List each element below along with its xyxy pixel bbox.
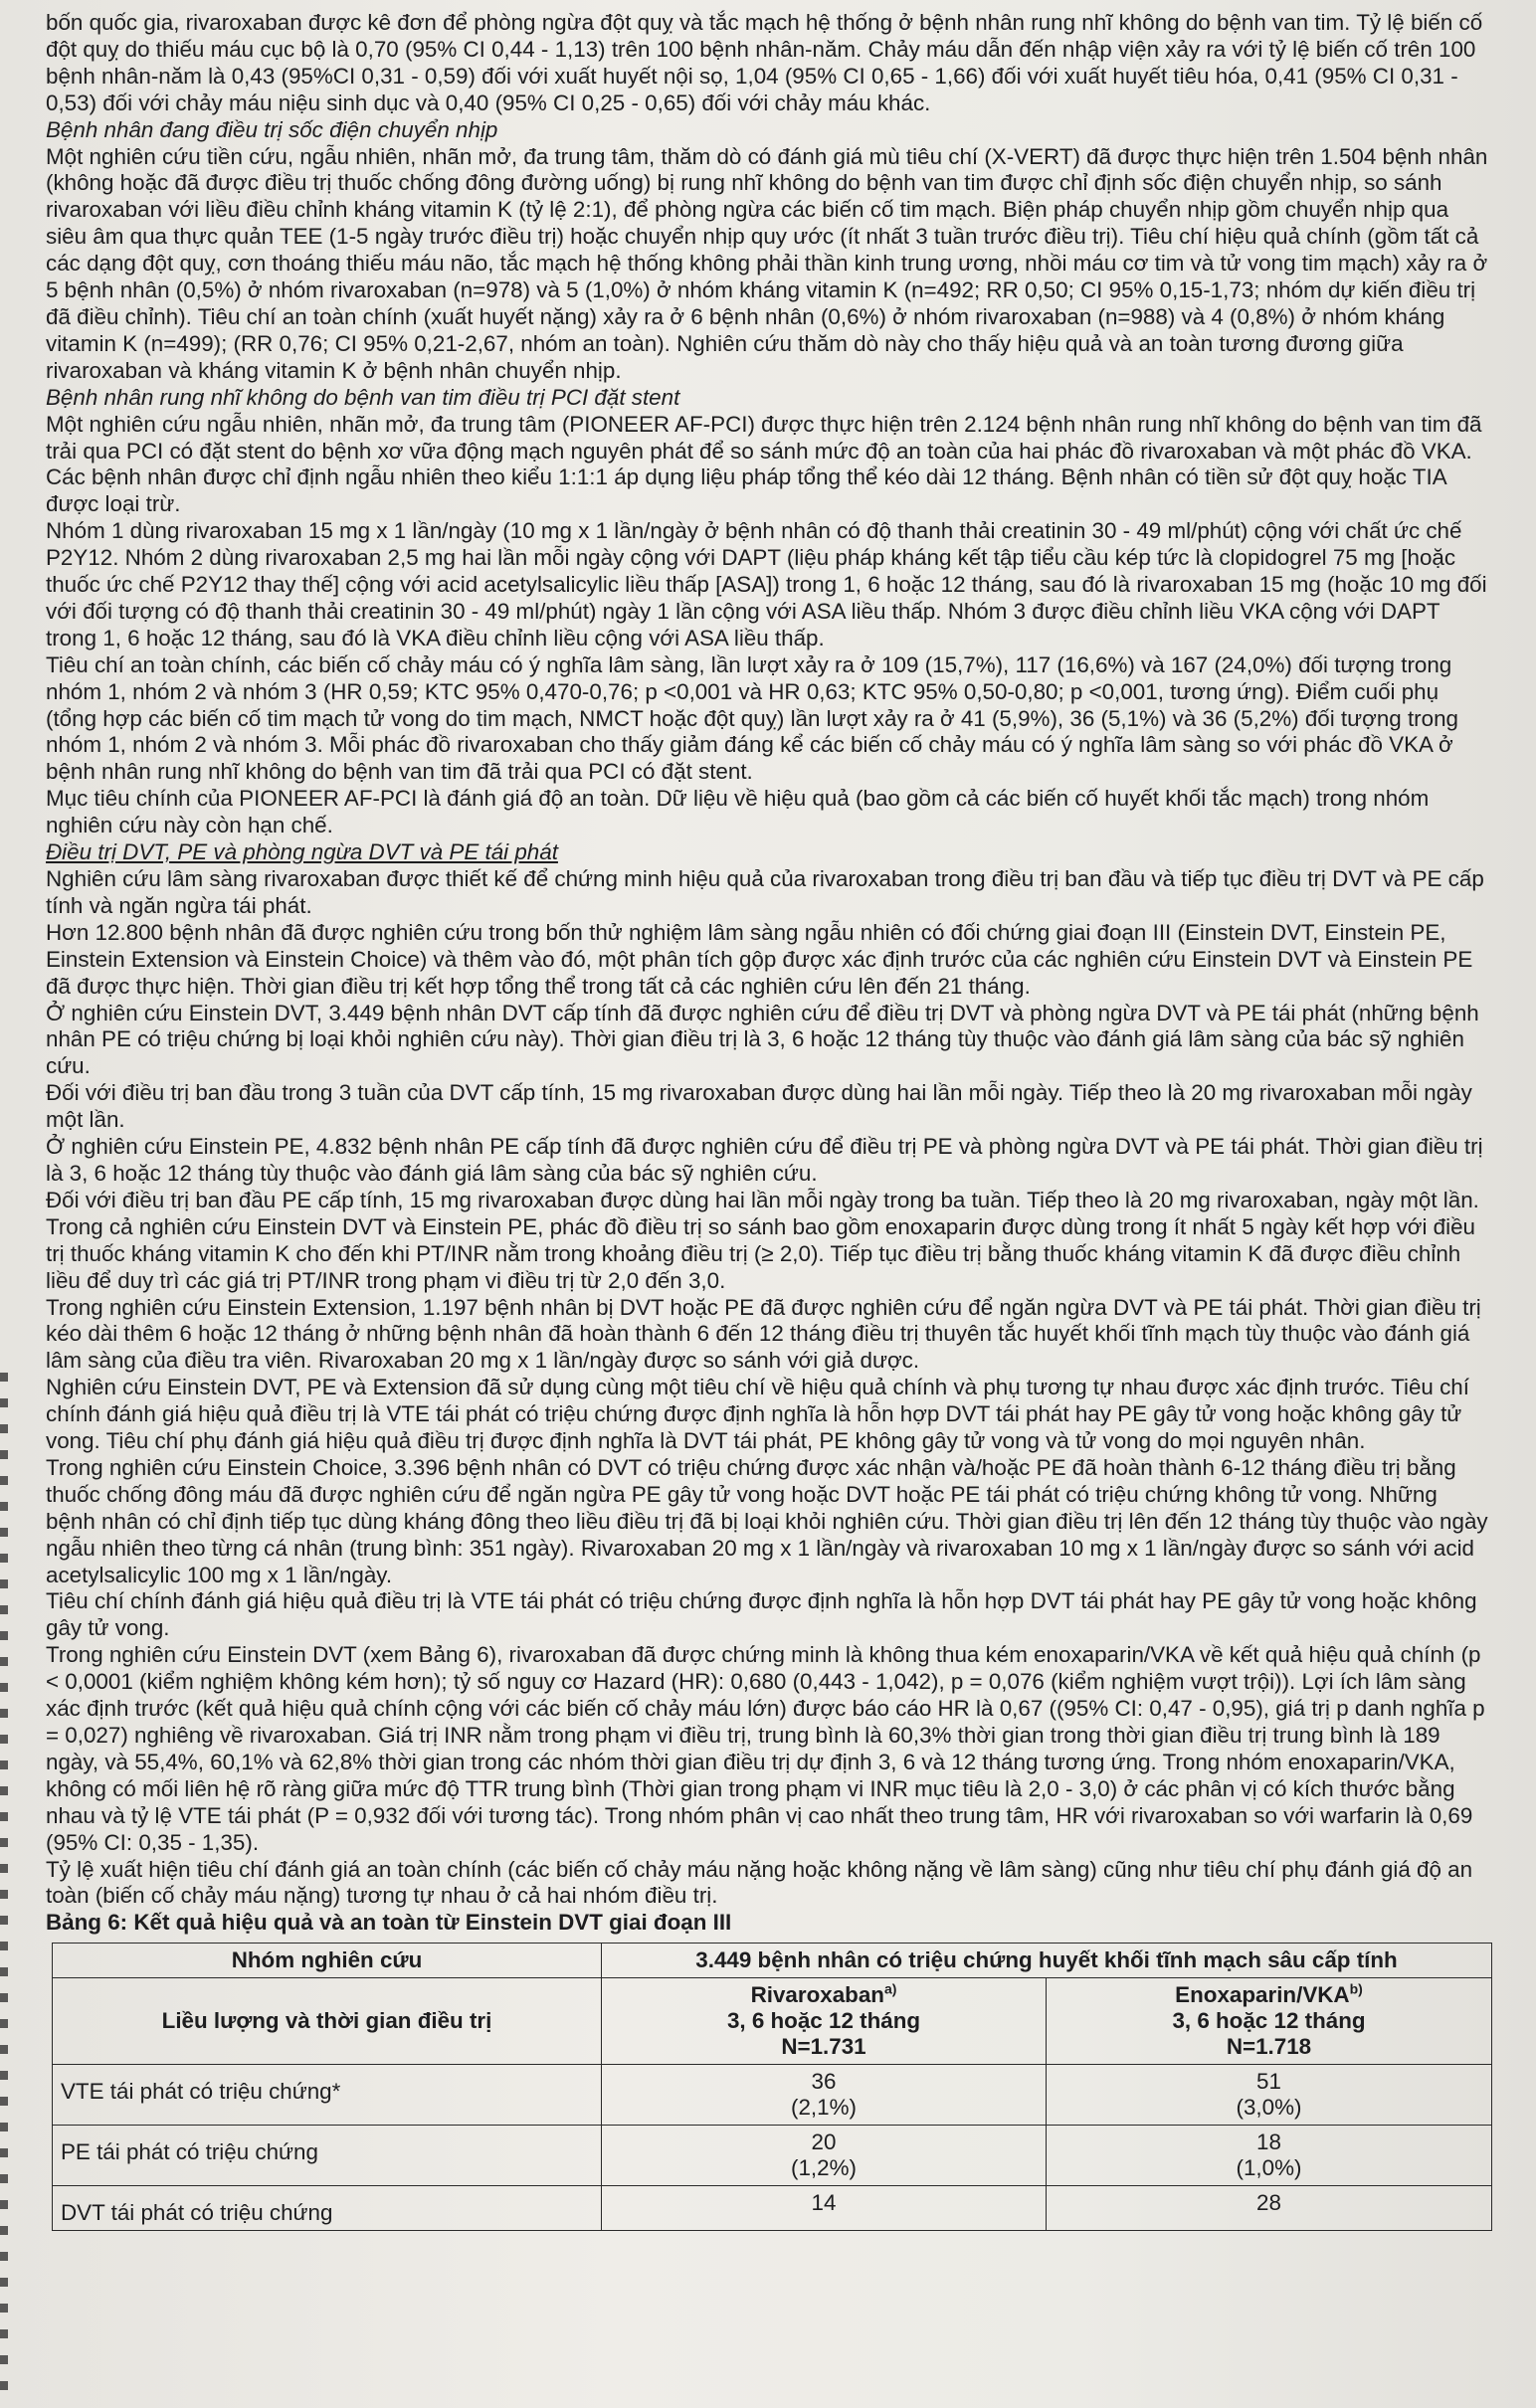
rivaroxaban-value: 36 (2,1%) [602, 2065, 1047, 2126]
section-heading: Bệnh nhân đang điều trị sốc điện chuyển nhịp [46, 116, 498, 142]
dose-header-cell: Liều lượng và thời gian điều trị [53, 1978, 602, 2065]
group-header-cell: Nhóm nghiên cứu [53, 1944, 602, 1978]
body-paragraph: Ở nghiên cứu Einstein DVT, 3.449 bệnh nhân DVT cấp tính đã được nghiên cứu để điều trị DVT và phòng ngừa DVT và PE tái phát (những bệnh nhân PE có triệu chứng bị loại khỏi nghiên cứu này). Thời gian điều trị là 3, 6 hoặc 12 tháng tùy thuộc vào đánh giá lâm sàng của bác sỹ nghiên cứu. [46, 1000, 1479, 1079]
table-title: Bảng 6: Kết quả hiệu quả và an toàn từ Einstein DVT giai đoạn III [46, 1910, 732, 1936]
table-row [53, 2065, 1492, 2126]
enoxaparin-footnote-mark: b) [1349, 1980, 1363, 1997]
row-label: DVT tái phát có triệu chứng [53, 2186, 602, 2231]
body-paragraph: Ở nghiên cứu Einstein PE, 4.832 bệnh nhân PE cấp tính đã được nghiên cứu để điều trị PE và phòng ngừa DVT và PE tái phát. Thời gian điều trị là 3, 6 hoặc 12 tháng tùy thuộc vào đánh giá lâm sàng của bác sỹ nghiên cứu. [46, 1134, 1483, 1186]
section-heading: Điều trị DVT, PE và phòng ngừa DVT và PE tái phát [46, 839, 558, 865]
body-paragraph: Tỷ lệ xuất hiện tiêu chí đánh giá an toàn chính (các biến cố chảy máu nặng hoặc không nặng về lâm sàng) cũng như tiêu chí phụ đánh giá độ an toàn (biến cố chảy máu nặng) tương tự nhau ở cả hai nhóm điều trị. [46, 1856, 1473, 1909]
enoxaparin-name: Enoxaparin/VKA [1175, 1982, 1350, 2007]
body-paragraph: Một nghiên cứu ngẫu nhiên, nhãn mở, đa trung tâm (PIONEER AF-PCI) được thực hiện trên 2.124 bệnh nhân rung nhĩ không do bệnh van tim đã trải qua PCI có đặt stent do bệnh xơ vữa động mạch nguyên phát để so sánh mức độ an toàn của hai phác đồ rivaroxaban và một phác đồ VKA. Các bệnh nhân được chỉ định ngẫu nhiên theo kiểu 1:1:1 áp dụng liệu pháp tổng thể kéo dài 12 tháng. Bệnh nhân có tiền sử đột quỵ hoặc TIA được loại trừ. [46, 411, 1482, 517]
enoxaparin-duration: 3, 6 hoặc 12 tháng [1172, 2008, 1366, 2033]
body-paragraph: Nghiên cứu Einstein DVT, PE và Extension đã sử dụng cùng một tiêu chí về hiệu quả chính và phụ tương tự nhau được xác định trước. Tiêu chí chính đánh giá hiệu quả điều trị là VTE tái phát có triệu chứng được định nghĩa là hỗn hợp DVT tái phát hay PE gây tử vong hoặc không gây tử vong. Tiêu chí phụ đánh giá hiệu quả điều trị được định nghĩa là DVT tái phát, PE không gây tử vong và tử vong do mọi nguyên nhân. [46, 1375, 1469, 1454]
table-header-row-1 [53, 1944, 1492, 1978]
table-row [53, 2126, 1492, 2186]
rivaroxaban-header-cell [602, 1978, 1047, 2065]
rivaroxaban-n: N=1.731 [781, 2034, 866, 2059]
results-table [52, 1943, 1492, 2231]
body-paragraph: Trong cả nghiên cứu Einstein DVT và Einstein PE, phác đồ điều trị so sánh bao gồm enoxaparin được dùng trong ít nhất 5 ngày kết hợp với điều trị thuốc kháng vitamin K cho đến khi PT/INR nằm trong khoảng điều trị (≥ 2,0). Tiếp tục điều trị bằng thuốc kháng vitamin K đã được điều chỉnh liều để duy trì các giá trị PT/INR trong phạm vi điều trị từ 2,0 đến 3,0. [46, 1213, 1475, 1293]
rivaroxaban-value: 20 (1,2%) [602, 2126, 1047, 2186]
table-header-row-2 [53, 1978, 1492, 2065]
body-paragraph: Tiêu chí chính đánh giá hiệu quả điều trị là VTE tái phát có triệu chứng được định nghĩa là hỗn hợp DVT tái phát hay PE gây tử vong hoặc không gây tử vong. [46, 1588, 1477, 1641]
body-paragraph: Một nghiên cứu tiền cứu, ngẫu nhiên, nhãn mở, đa trung tâm, thăm dò có đánh giá mù tiêu chí (X-VERT) đã được thực hiện trên 1.504 bệnh nhân (không hoặc đã được điều trị thuốc chống đông đường uống) bị rung nhĩ không do bệnh van tim được chỉ định sốc điện chuyển nhịp, so sánh rivaroxaban với liều điều chỉnh kháng vitamin K (tỷ lệ 2:1), để phòng ngừa các biến cố tim mạch. Biện pháp chuyển nhịp gồm chuyển nhịp qua siêu âm qua thực quản TEE (1-5 ngày trước điều trị) hoặc chuyển nhịp quy ước (ít nhất 3 tuần trước điều trị). Tiêu chí hiệu quả chính (gồm tất cả các dạng đột quỵ, cơn thoáng thiếu máu não, tắc mạch hệ thống không phải thần kinh trung ương, nhồi máu cơ tim và tử vong tim mạch) xảy ra ở 5 bệnh nhân (0,5%) ở nhóm rivaroxaban (n=978) và 5 (1,0%) ở nhóm kháng vitamin K (n=492; RR 0,50; CI 95% 0,15-1,73; nhóm dự kiến điều trị đã điều chỉnh). Tiêu chí an toàn chính (xuất huyết nặng) xảy ra ở 6 bệnh nhân (0,6%) ở nhóm rivaroxaban (n=988) và 4 (0,8%) ở nhóm kháng vitamin K (n=499); (RR 0,76; CI 95% 0,21-2,67, nhóm an toàn). Nghiên cứu thăm dò này cho thấy hiệu quả và an toàn tương đương giữa rivaroxaban và kháng vitamin K ở bệnh nhân chuyển nhịp. [46, 143, 1488, 383]
body-paragraph: Trong nghiên cứu Einstein Choice, 3.396 bệnh nhân có DVT có triệu chứng được xác nhận và/hoặc PE đã hoàn thành 6-12 tháng điều trị bằng thuốc chống đông máu đã được nghiên cứu để ngăn ngừa PE gây tử vong hoặc DVT hoặc PE tái phát có triệu chứng không tử vong. Những bệnh nhân có chỉ định tiếp tục dùng kháng đông theo liều điều trị đã bị loại khỏi nghiên cứu. Thời gian điều trị lên đến 12 tháng tùy thuộc vào ngày ngẫu nhiên theo từng cá nhân (trung bình: 351 ngày). Rivaroxaban 20 mg x 1 lần/ngày và rivaroxaban 10 mg x 1 lần/ngày được so sánh với acid acetylsalicylic 100 mg x 1 lần/ngày. [46, 1454, 1488, 1587]
body-paragraph: Nhóm 1 dùng rivaroxaban 15 mg x 1 lần/ngày (10 mg x 1 lần/ngày ở bệnh nhân có độ thanh thải creatinin 30 - 49 ml/phút) cộng với chất ức chế P2Y12. Nhóm 2 dùng rivaroxaban 2,5 mg hai lần mỗi ngày cộng với DAPT (liệu pháp kháng kết tập tiểu cầu kép tức là clopidogrel 75 mg [hoặc thuốc ức chế P2Y12 thay thế] cộng với acid acetylsalicylic liều thấp [ASA]) trong 1, 6 hoặc 12 tháng, sau đó là rivaroxaban 15 mg (hoặc 10 mg đối với đối tượng có độ thanh thải creatinin 30 - 49 ml/phút) ngày 1 lần cộng với ASA liều thấp. Nhóm 3 được điều chỉnh liều VKA cộng với DAPT trong 1, 6 hoặc 12 tháng, sau đó là VKA điều chỉnh liều cộng với ASA liều thấp. [46, 518, 1487, 650]
body-paragraph: Trong nghiên cứu Einstein DVT (xem Bảng 6), rivaroxaban đã được chứng minh là không thua kém enoxaparin/VKA về kết quả hiệu quả chính (p < 0,0001 (kiểm nghiệm không kém hơn); tỷ số nguy cơ Hazard (HR): 0,680 (0,443 - 1,042), p = 0,076 (kiểm nghiệm vượt trội)). Lợi ích lâm sàng xác định trước (kết quả hiệu quả chính cộng với các biến cố chảy máu lớn) được báo cáo HR là 0,67 ((95% CI: 0,47 - 0,95), giá trị p danh nghĩa p = 0,027) nghiêng về rivaroxaban. Giá trị INR nằm trong phạm vi điều trị, trung bình là 60,3% thời gian trong thời gian điều trị trung bình là 189 ngày, và 55,4%, 60,1% và 62,8% thời gian trong các nhóm thời gian điều trị dự định 3, 6 và 12 tháng tương ứng. Trong nhóm enoxaparin/VKA, không có mối liên hệ rõ ràng giữa mức độ TTR trung bình (Thời gian trong phạm vi INR mục tiêu là 2,0 - 3,0) ở các phân vị có kích thước bằng nhau và tỷ lệ VTE tái phát (P = 0,932 đối với tương tác). Trong nhóm phân vị cao nhất theo trung tâm, HR với rivaroxaban so với warfarin là 0,69 (95% CI: 0,35 - 1,35). [46, 1642, 1485, 1855]
table-row [53, 2186, 1492, 2231]
population-header-cell: 3.449 bệnh nhân có triệu chứng huyết khối tĩnh mạch sâu cấp tính [602, 1944, 1492, 1978]
body-paragraph: Đối với điều trị ban đầu trong 3 tuần của DVT cấp tính, 15 mg rivaroxaban được dùng hai lần mỗi ngày. Tiếp theo là 20 mg rivaroxaban mỗi ngày một lần. [46, 1080, 1472, 1133]
rivaroxaban-name: Rivaroxaban [750, 1982, 884, 2007]
rivaroxaban-footnote-mark: a) [883, 1980, 897, 1997]
body-paragraph: Hơn 12.800 bệnh nhân đã được nghiên cứu trong bốn thử nghiệm lâm sàng ngẫu nhiên có đối chứng giai đoạn III (Einstein DVT, Einstein PE, Einstein Extension và Einstein Choice) và thêm vào đó, một phân tích gộp được xác định trước của các nghiên cứu Einstein DVT và Einstein PE đã được thực hiện. Thời gian điều trị kết hợp tổng thể trong tất cả các nghiên cứu lên đến 21 tháng. [46, 919, 1473, 999]
body-paragraph: Trong nghiên cứu Einstein Extension, 1.197 bệnh nhân bị DVT hoặc PE đã được nghiên cứu để ngăn ngừa DVT và PE tái phát. Thời gian điều trị kéo dài thêm 6 hoặc 12 tháng ở những bệnh nhân đã hoàn thành 6 đến 12 tháng điều trị thuyên tắc huyết khối tĩnh mạch tùy thuộc vào đánh giá lâm sàng của điều tra viên. Rivaroxaban 20 mg x 1 lần/ngày được so sánh với giả dược. [46, 1294, 1481, 1374]
body-paragraph: Tiêu chí an toàn chính, các biến cố chảy máu có ý nghĩa lâm sàng, lần lượt xảy ra ở 109 (15,7%), 117 (16,6%) và 167 (24,0%) đối tượng trong nhóm 1, nhóm 2 và nhóm 3 (HR 0,59; KTC 95% 0,470-0,76; p <0,001 và HR 0,63; KTC 95% 0,50-0,80; p <0,001, tương ứng). Điểm cuối phụ (tổng hợp các biến cố tim mạch tử vong do tim mạch, NMCT hoặc đột quỵ) lần lượt xảy ra ở 41 (5,9%), 36 (5,1%) và 36 (5,2%) đối tượng trong nhóm 1, nhóm 2 và nhóm 3. Mỗi phác đồ rivaroxaban cho thấy giảm đáng kể các biến cố chảy máu có ý nghĩa lâm sàng so với phác đồ VKA ở bệnh nhân rung nhĩ không do bệnh van tim đã trải qua PCI có đặt stent. [46, 651, 1458, 785]
body-paragraph: bốn quốc gia, rivaroxaban được kê đơn để phòng ngừa đột quỵ và tắc mạch hệ thống ở bệnh nhân rung nhĩ không do bệnh van tim. Tỷ lệ biến cố đột quỵ do thiếu máu cục bộ là 0,70 (95% CI 0,44 - 1,13) trên 100 bệnh nhân-năm. Chảy máu dẫn đến nhập viện xảy ra với tỷ lệ biến cố trên 100 bệnh nhân-năm là 0,43 (95%CI 0,31 - 0,59) đối với xuất huyết nội sọ, 1,04 (95% CI 0,65 - 1,66) đối với xuất huyết tiêu hóa, 0,41 (95% CI 0,31 - 0,53) đối với chảy máu niệu sinh dục và 0,40 (95% CI 0,25 - 0,65) đối với chảy máu khác. [46, 10, 1483, 115]
rivaroxaban-duration: 3, 6 hoặc 12 tháng [726, 2008, 921, 2033]
document-body [46, 10, 1492, 1937]
row-label: PE tái phát có triệu chứng [53, 2126, 602, 2186]
row-label: VTE tái phát có triệu chứng* [53, 2065, 602, 2126]
rivaroxaban-value: 14 [602, 2186, 1047, 2231]
enoxaparin-value: 51 (3,0%) [1047, 2065, 1492, 2126]
body-paragraph: Mục tiêu chính của PIONEER AF-PCI là đánh giá độ an toàn. Dữ liệu về hiệu quả (bao gồm cả các biến cố huyết khối tắc mạch) trong nhóm nghiên cứu này còn hạn chế. [46, 786, 1430, 838]
binding-edge-marks [0, 1373, 8, 2407]
enoxaparin-value: 28 [1047, 2186, 1492, 2231]
enoxaparin-value: 18 (1,0%) [1047, 2126, 1492, 2186]
body-paragraph: Đối với điều trị ban đầu PE cấp tính, 15 mg rivaroxaban được dùng hai lần mỗi ngày trong ba tuần. Tiếp theo là 20 mg rivaroxaban, ngày một lần. [46, 1187, 1479, 1212]
body-paragraph: Nghiên cứu lâm sàng rivaroxaban được thiết kế để chứng minh hiệu quả của rivaroxaban trong điều trị ban đầu và tiếp tục điều trị DVT và PE cấp tính và ngăn ngừa tái phát. [46, 866, 1484, 918]
enoxaparin-n: N=1.718 [1226, 2034, 1312, 2059]
enoxaparin-header-cell [1047, 1978, 1492, 2065]
section-heading: Bệnh nhân rung nhĩ không do bệnh van tim điều trị PCI đặt stent [46, 384, 680, 410]
